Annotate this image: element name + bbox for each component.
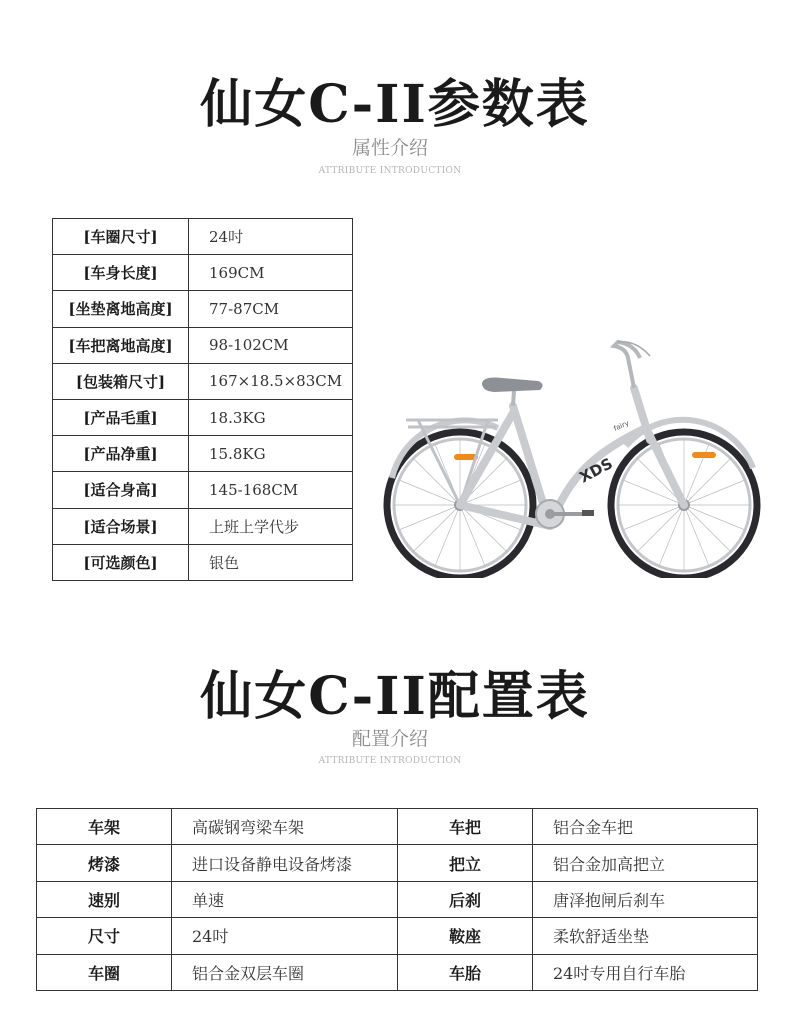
config-value: 24吋专用自行车胎 bbox=[533, 954, 758, 990]
config-key: 尺寸 bbox=[37, 918, 172, 954]
table-row bbox=[53, 544, 353, 580]
config-value: 单速 bbox=[172, 881, 398, 917]
param-key: [包装箱尺寸] bbox=[53, 363, 189, 399]
config-key: 车圈 bbox=[37, 954, 172, 990]
config-value: 唐泽抱闸后刹车 bbox=[533, 881, 758, 917]
param-key: [产品毛重] bbox=[53, 399, 189, 435]
config-key: 鞍座 bbox=[398, 918, 533, 954]
config-key: 车把 bbox=[398, 809, 533, 845]
param-subtitle: 属性介绍 bbox=[351, 137, 428, 159]
table-row bbox=[37, 809, 758, 845]
param-value: 167×18.5×83CM bbox=[189, 363, 353, 399]
param-value: 银色 bbox=[189, 544, 353, 580]
param-key: [适合场景] bbox=[53, 508, 189, 544]
param-value: 145-168CM bbox=[189, 472, 353, 508]
table-row bbox=[37, 918, 758, 954]
frame-logo: XDS bbox=[576, 454, 616, 487]
param-key: [适合身高] bbox=[53, 472, 189, 508]
param-key: [坐垫离地高度] bbox=[53, 291, 189, 327]
table-row bbox=[53, 291, 353, 327]
table-row bbox=[37, 881, 758, 917]
configuration-table bbox=[36, 808, 758, 991]
bicycle-image bbox=[378, 328, 770, 578]
config-table-title: 仙女C-II配置表 bbox=[200, 666, 590, 727]
front-reflector bbox=[692, 452, 716, 458]
param-key: [可选颜色] bbox=[53, 544, 189, 580]
config-value: 铝合金车把 bbox=[533, 809, 758, 845]
param-key: [车把离地高度] bbox=[53, 327, 189, 363]
config-value: 24吋 bbox=[172, 918, 398, 954]
param-key: [车身长度] bbox=[53, 255, 189, 291]
param-value: 15.8KG bbox=[189, 436, 353, 472]
param-value: 24吋 bbox=[189, 219, 353, 255]
config-value: 铝合金双层车圈 bbox=[172, 954, 398, 990]
handlebar bbox=[614, 342, 640, 388]
param-value: 98-102CM bbox=[189, 327, 353, 363]
config-value: 高碳钢弯梁车架 bbox=[172, 809, 398, 845]
param-value: 上班上学代步 bbox=[189, 508, 353, 544]
frame-model-label: fairy bbox=[612, 419, 631, 433]
param-value: 77-87CM bbox=[189, 291, 353, 327]
param-value: 18.3KG bbox=[189, 399, 353, 435]
param-value: 169CM bbox=[189, 255, 353, 291]
table-row bbox=[37, 954, 758, 990]
table-row bbox=[53, 508, 353, 544]
table-row bbox=[53, 436, 353, 472]
table-row bbox=[53, 399, 353, 435]
table-row bbox=[53, 219, 353, 255]
config-key: 速别 bbox=[37, 881, 172, 917]
table-row bbox=[53, 472, 353, 508]
config-subtitle-en: ATTRIBUTE INTRODUCTION bbox=[318, 756, 462, 766]
config-key: 烤漆 bbox=[37, 845, 172, 881]
config-subtitle: 配置介绍 bbox=[351, 728, 428, 750]
saddle bbox=[482, 378, 543, 392]
config-key: 把立 bbox=[398, 845, 533, 881]
param-table-title: 仙女C-II参数表 bbox=[200, 74, 590, 135]
parameter-table bbox=[52, 218, 353, 581]
config-value: 柔软舒适坐垫 bbox=[533, 918, 758, 954]
table-row bbox=[53, 363, 353, 399]
config-key: 后刹 bbox=[398, 881, 533, 917]
config-key: 车架 bbox=[37, 809, 172, 845]
table-row bbox=[37, 845, 758, 881]
config-value: 铝合金加高把立 bbox=[533, 845, 758, 881]
param-key: [产品净重] bbox=[53, 436, 189, 472]
config-key: 车胎 bbox=[398, 954, 533, 990]
config-value: 进口设备静电设备烤漆 bbox=[172, 845, 398, 881]
table-row bbox=[53, 327, 353, 363]
table-row bbox=[53, 255, 353, 291]
param-key: [车圈尺寸] bbox=[53, 219, 189, 255]
param-subtitle-en: ATTRIBUTE INTRODUCTION bbox=[318, 166, 462, 176]
